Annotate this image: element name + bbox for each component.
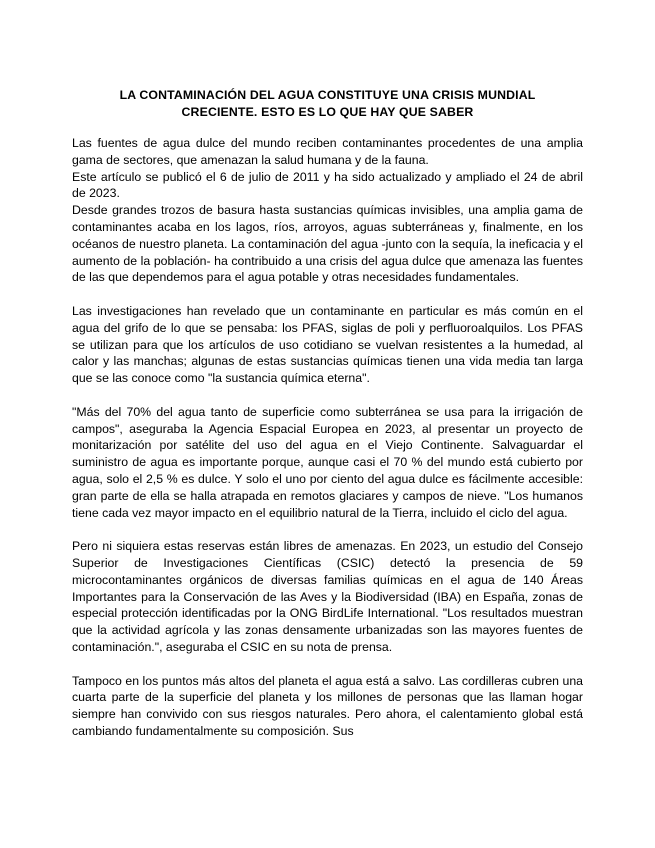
- title-line-2: CRECIENTE. ESTO ES LO QUE HAY QUE SABER: [181, 105, 474, 119]
- paragraph-publication-note: Este artículo se publicó el 6 de julio de 2011 y ha sido actualizado y ampliado el 24 de abril de 2023.: [72, 169, 583, 201]
- paragraph-csic-study: Pero ni siquiera estas reservas están libres de amenazas. En 2023, un estudio del Consejo Superior de Investigaciones Científicas (CSIC) detectó la presencia de 59 microcontaminantes orgánicos de diversas familias químicas en el agua de 140 Áreas Importantes para la Conservación de las Aves y la Biodiversidad (IBA) en España, zonas de especial protección identificadas por la ONG BirdLife International. "Los resultados muestran que la actividad agrícola y las zonas densamente urbanizadas son las mayores fuentes de contaminación.", aseguraba el CSIC en su nota de prensa.: [72, 539, 583, 654]
- article-body: [72, 135, 583, 740]
- page-title: [72, 87, 583, 121]
- title-line-1: LA CONTAMINACIÓN DEL AGUA CONSTITUYE UNA CRISIS MUNDIAL: [119, 88, 536, 102]
- paragraph-intro: Las fuentes de agua dulce del mundo reciben contaminantes procedentes de una amplia gama de sectores, que amenazan la salud humana y de la fauna.: [72, 136, 583, 167]
- paragraph-pfas: Las investigaciones han revelado que un contaminante en particular es más común en el agua del grifo de lo que se pensaba: los PFAS, siglas de poli y perfluoroalquilos. Los PFAS se utilizan para que los artículos de uso cotidiano se vuelvan resistentes a la humedad, al calor y las manchas; algunas de estas sustancias químicas tienen una vida media tan larga que se las conoce como "la sustancia química eterna".: [72, 303, 583, 386]
- paragraph-irrigation: "Más del 70% del agua tanto de superficie como subterránea se usa para la irrigación de campos", aseguraba la Agencia Espacial Europea en 2023, al presentar un proyecto de monitarización por satélite del uso del agua en el Viejo Continente. Salvaguardar el suministro de agua es importante porque, aunque casi el 70 % del mundo está cubierto por agua, solo el 2,5 % es dulce. Y solo el uno por ciento del agua dulce es fácilmente accesible: gran parte de ella se halla atrapada en remotos glaciares y campos de nieve. "Los humanos tiene cada vez mayor impacto en el equilibrio natural de la Tierra, incluido el ciclo del agua.: [72, 404, 583, 520]
- paragraph-contaminants: Desde grandes trozos de basura hasta sustancias químicas invisibles, una amplia gama de contaminantes acaba en los lagos, ríos, arroyos, aguas subterráneas y, finalmente, en los océanos de nuestro planeta. La contaminación del agua -junto con la sequía, la ineficacia y el aumento de la población- ha contribuido a una crisis del agua dulce que amenaza las fuentes de las que dependemos para el agua potable y otras necesidades fundamentales.: [72, 203, 583, 285]
- paragraph-mountains: Tampoco en los puntos más altos del planeta el agua está a salvo. Las cordilleras cubren una cuarta parte de la superficie del planeta y los millones de personas que las llaman hogar siempre han convivido con sus riesgos naturales. Pero ahora, el calentamiento global está cambiando fundamentalmente su composición. Sus: [72, 673, 583, 738]
